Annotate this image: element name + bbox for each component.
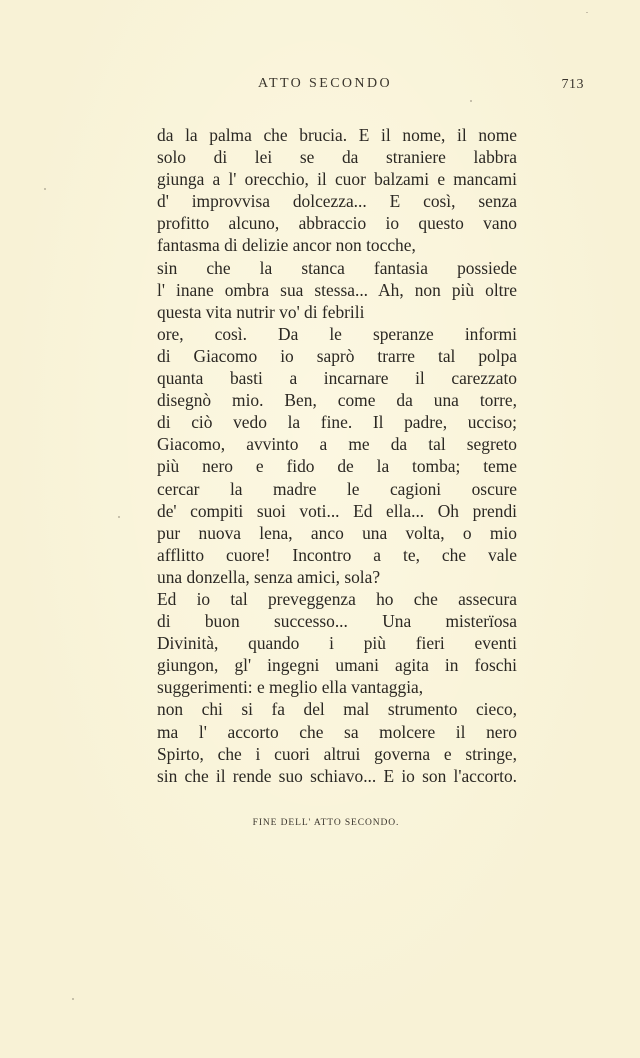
verse-line: giunga a l' orecchio, il cuor balzami e mancami [157, 169, 517, 190]
verse-line: sin che la stanca fantasia possiede [157, 257, 517, 278]
verse-line: sin che il rende suo schiavo... E io son l'accorto. [157, 765, 517, 786]
page-number: 713 [561, 77, 584, 92]
verse-line: da la palma che brucia. E il nome, il nome [157, 125, 517, 145]
verse-line: più nero e fido de la tomba; teme [157, 456, 517, 477]
verse-line: pur nuova lena, anco una volta, o mio [157, 522, 517, 543]
verse-line: di ciò vedo la fine. Il padre, ucciso; [157, 412, 517, 433]
verse-line: suggerimenti: e meglio ella vantaggia, [157, 677, 424, 698]
verse-line: d' improvvisa dolcezza... E così, senza [157, 191, 517, 212]
paper-speck [44, 188, 46, 190]
verse-line: profitto alcuno, abbraccio io questo vano [157, 213, 517, 234]
verse-line: giungon, gl' ingegni umani agita in foschi [157, 655, 517, 676]
running-head [0, 76, 640, 96]
verse-line: Ed io tal preveggenza ho che assecura [157, 588, 517, 609]
verse-line: quanta basti a incarnare il carezzato [157, 368, 517, 389]
verse-line: questa vita nutrir vo' di febrili [157, 301, 365, 322]
running-title: ATTO SECONDO [258, 76, 392, 91]
verse-line: ma l' accorto che sa molcere il nero [157, 721, 517, 742]
verse-line: Divinità, quando i più fieri eventi [157, 633, 517, 654]
verse-line: fantasma di delizie ancor non tocche, [157, 235, 416, 256]
verse-block [157, 124, 517, 787]
verse-line: l' inane ombra sua stessa... Ah, non più oltre [157, 279, 517, 300]
verse-line: afflitto cuore! Incontro a te, che vale [157, 544, 517, 565]
paper-speck [118, 516, 120, 518]
verse-line: di Giacomo io saprò trarre tal polpa [157, 345, 517, 366]
paper-speck [470, 100, 472, 102]
verse-line: ore, così. Da le speranze informi [157, 323, 517, 344]
verse-line: cercar la madre le cagioni oscure [157, 478, 517, 499]
verse-line: solo di lei se da straniere labbra [157, 147, 517, 168]
paper-speck [72, 998, 74, 1000]
verse-line: non chi si fa del mal strumento cieco, [157, 699, 517, 720]
verse-line: disegnò mio. Ben, come da una torre, [157, 390, 517, 411]
verse-line: di buon successo... Una misterïosa [157, 611, 517, 632]
verse-line: una donzella, senza amici, sola? [157, 566, 381, 587]
verse-line: Spirto, che i cuori altrui governa e stringe, [157, 743, 517, 764]
paper-speck [586, 12, 588, 13]
verse-line: de' compiti suoi voti... Ed ella... Oh prendi [157, 500, 517, 521]
end-of-act-note: FINE DELL' ATTO SECONDO. [252, 818, 400, 828]
verse-line: Giacomo, avvinto a me da tal segreto [157, 434, 517, 455]
